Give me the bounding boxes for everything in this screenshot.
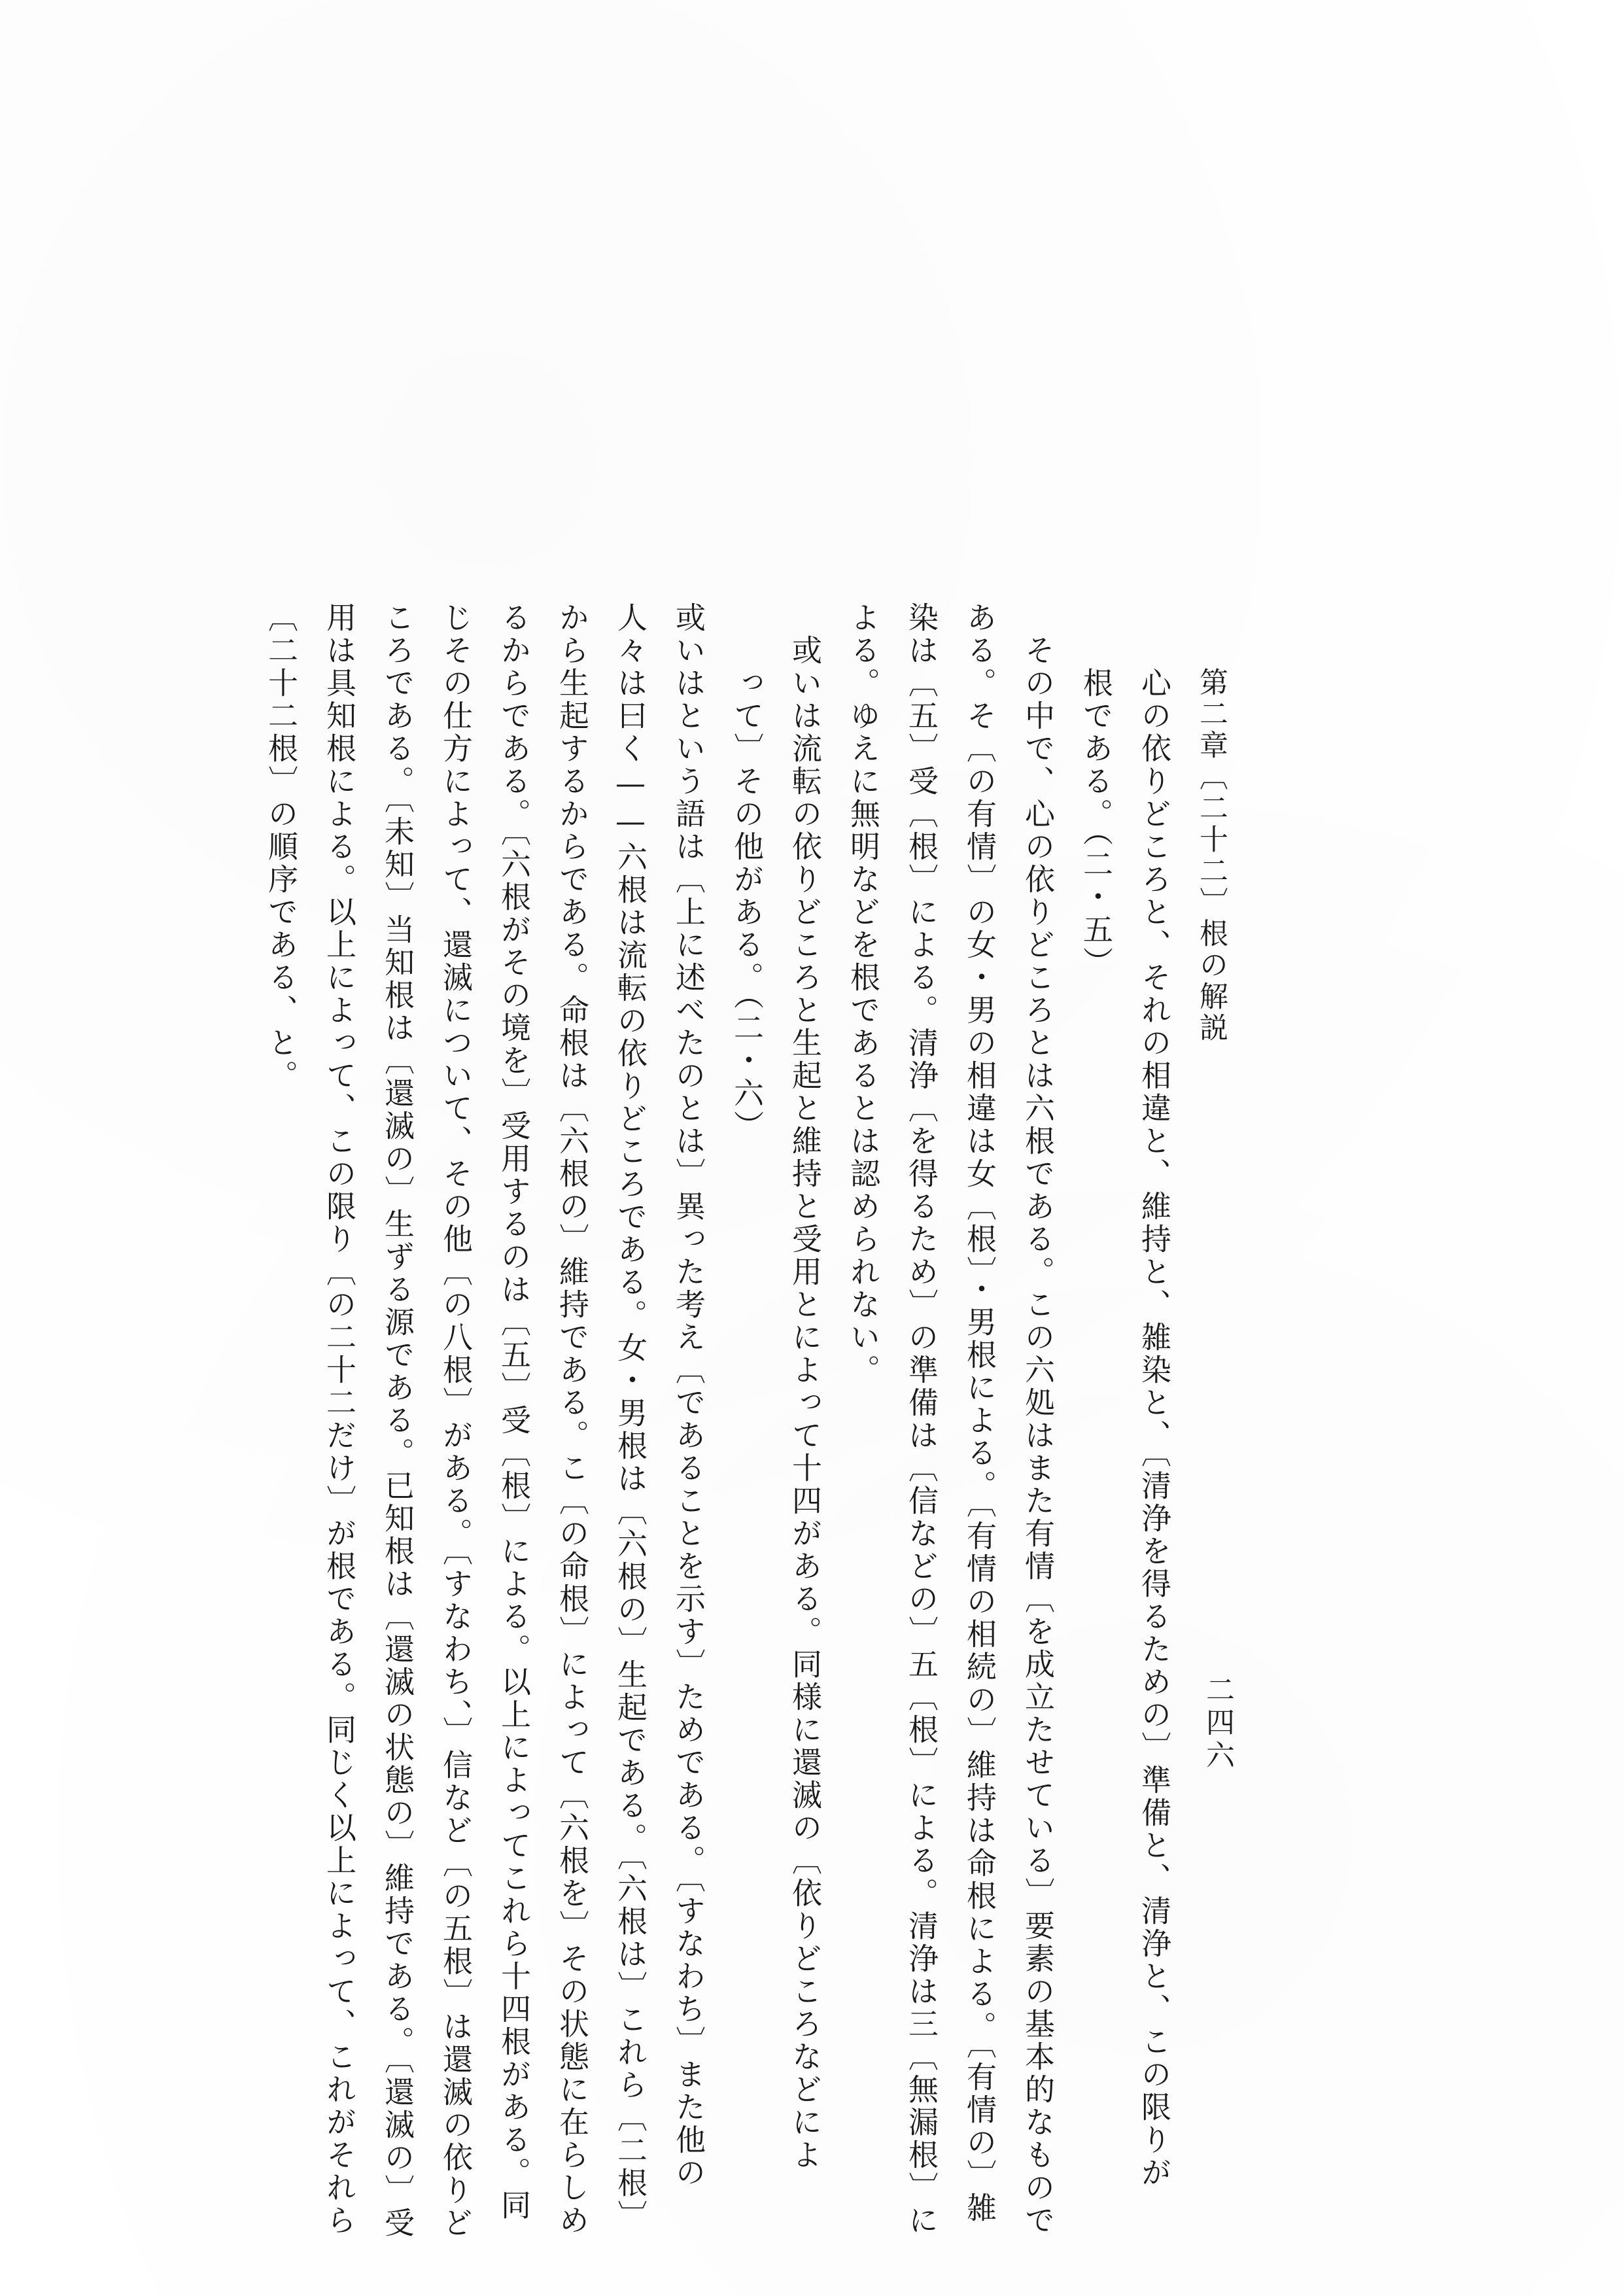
body-line-4: ある。そ〔の有情〕の女・男の相違は女〔根〕・男根による。〔有情の相続の〕維持は命根による。〔有情の〕雑	[962, 602, 997, 2225]
body-line-1: 心の依りどころと、それの相違と、維持と、雑染と、〔清浄を得るための〕準備と、清浄と、この限りが	[1137, 667, 1172, 2189]
body-line-15: 用は具知根による。以上によって、この限り〔の二十二だけ〕が根である。同じく以上によって、これがそれら	[322, 602, 357, 2237]
body-line-9: 或いはという語は〔上に述べたのとは〕異った考え〔であることを示す〕ためである。〔すなわち〕また他の	[671, 602, 706, 2189]
body-line-2: 根である。（二・五）	[1079, 667, 1114, 979]
body-line-16: 〔二十二根〕の順序である、と。	[264, 602, 299, 1092]
body-line-7: 或いは流転の依りどころと生起と維持と受用とによって十四がある。同様に還滅の〔依りどころなどによ	[787, 635, 823, 2172]
body-line-8: って〕その他がある。（二・六）	[729, 667, 765, 1143]
page-number: 二四六	[1201, 1675, 1234, 1773]
body-line-6: よる。ゆえに無明などを根であるとは認められない。	[846, 602, 881, 1387]
body-line-11: から生起するからである。命根は〔六根の〕維持である。こ〔の命根〕によって〔六根を〕その状態に在らしめ	[555, 602, 590, 2237]
body-line-10: 人々は曰く——六根は流転の依りどころである。女・男根は〔六根の〕生起である。〔六根は〕これら〔二根〕	[613, 602, 648, 2233]
chapter-title: 第二章〔二十二〕根の解説	[1194, 667, 1228, 1044]
body-line-12: るからである。〔六根がその境を〕受用するのは〔五〕受〔根〕による。以上によってこれら十四根がある。同	[496, 602, 532, 2222]
body-line-13: じその仕方によって、還滅について、その他〔の八根〕がある。〔すなわち、〕信など〔の五根〕は還滅の依りど	[438, 602, 474, 2240]
body-line-3: その中で、心の依りどころとは六根である。この六処はまた有情〔を成立たせている〕要素の基本的なもので	[1020, 635, 1056, 2237]
body-line-5: 染は〔五〕受〔根〕による。清浄〔を得るため〕の準備は〔信などの〕五〔根〕による。清浄は三〔無漏根〕に	[904, 602, 939, 2237]
body-line-14: ころである。〔未知〕当知根は〔還滅の〕生ずる源である。已知根は〔還滅の状態の〕維持である。〔還滅の〕受	[380, 602, 415, 2240]
